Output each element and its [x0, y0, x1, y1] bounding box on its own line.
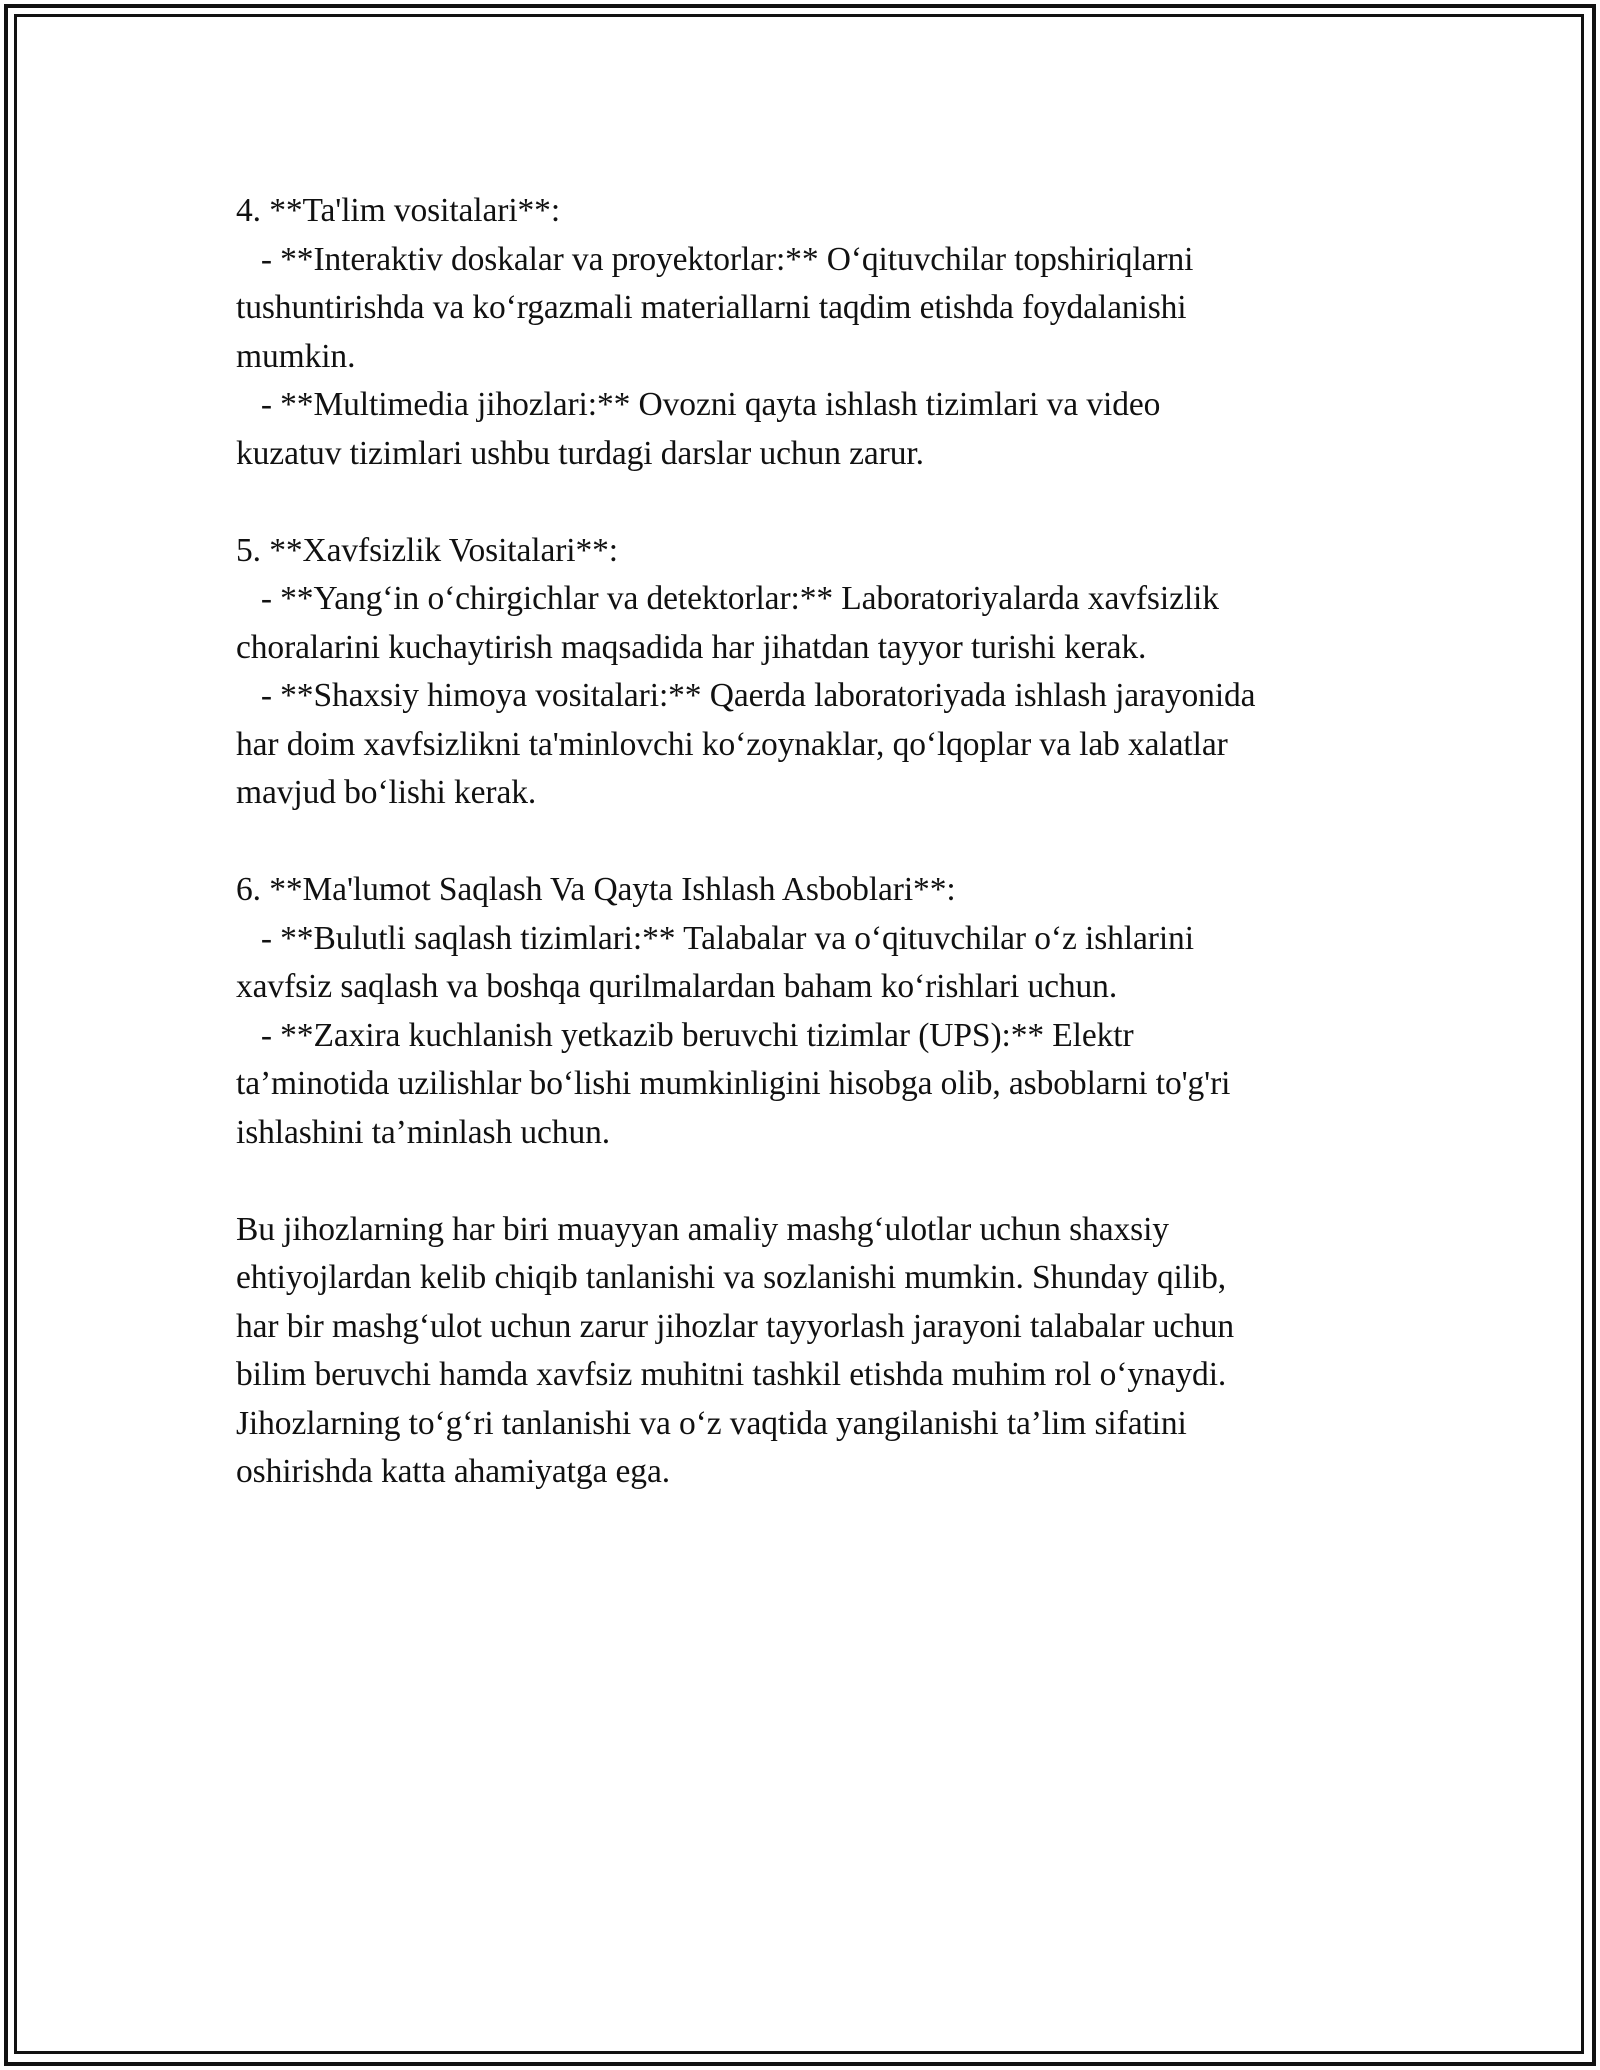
section-heading-xavfsizlik: 5. **Xavfsizlik Vositalari**: [236, 531, 619, 569]
paragraph-gap [236, 818, 1376, 867]
text-line: tushuntirishda va ko‘rgazmali materiallarni taqdim etishda foydalanishi [236, 289, 1187, 326]
text-line: - **Bulutli saqlash tizimlari:** Talabalar va o‘qituvchilar o‘z ishlarini [236, 919, 1194, 957]
text-line: ta’minotida uzilishlar bo‘lishi mumkinligini hisobga olib, asboblarni to'g'ri [236, 1065, 1231, 1102]
text-line: - **Zaxira kuchlanish yetkazib beruvchi tizimlar (UPS):** Elektr [236, 1016, 1134, 1054]
conclusion-line: oshirishda katta ahamiyatga ega. [236, 1453, 671, 1490]
conclusion-line: bilim beruvchi hamda xavfsiz muhitni tashkil etishda muhim rol o‘ynaydi. [236, 1356, 1227, 1393]
text-line: - **Shaxsiy himoya vositalari:** Qaerda laboratoriyada ishlash jarayonida [236, 677, 1256, 714]
text-line: ishlashini ta’minlash uchun. [236, 1113, 611, 1151]
text-line: - **Multimedia jihozlari:** Ovozni qayta ishlash tizimlari va video [236, 386, 1161, 423]
conclusion-line: Jihozlarning to‘g‘ri tanlanishi va o‘z vaqtida yangilanishi ta’lim sifatini [236, 1404, 1187, 1442]
text-line: mumkin. [236, 337, 356, 375]
conclusion-line: har bir mashg‘ulot uchun zarur jihozlar tayyorlash jarayoni talabalar uchun [236, 1307, 1235, 1345]
section-heading-malumot: 6. **Ma'lumot Saqlash Va Qayta Ishlash Asboblari**: [236, 871, 956, 908]
text-line: har doim xavfsizlikni ta'minlovchi ko‘zoynaklar, qo‘lqoplar va lab xalatlar [236, 725, 1228, 763]
conclusion-line: Bu jihozlarning har biri muayyan amaliy mashg‘ulotlar uchun shaxsiy [236, 1210, 1169, 1248]
text-line: choralarini kuchaytirish maqsadida har jihatdan tayyor turishi kerak. [236, 628, 1147, 666]
conclusion-line: ehtiyojlardan kelib chiqib tanlanishi va sozlanishi mumkin. Shunday qilib, [236, 1259, 1227, 1296]
text-line: - **Yang‘in o‘chirgichlar va detektorlar:** Laboratoriyalarda xavfsizlik [236, 580, 1219, 617]
text-line: mavjud bo‘lishi kerak. [236, 774, 537, 811]
text-line: kuzatuv tizimlari ushbu turdagi darslar uchun zarur. [236, 434, 924, 472]
text-line: xavfsiz saqlash va boshqa qurilmalardan baham ko‘rishlari uchun. [236, 968, 1118, 1005]
paragraph-gap [236, 1157, 1376, 1206]
section-heading-talim: 4. **Ta'lim vositalari**: [236, 192, 561, 229]
text-line: - **Interaktiv doskalar va proyektorlar:** O‘qituvchilar topshiriqlarni [236, 240, 1194, 278]
document-body [236, 187, 1376, 1497]
paragraph-gap [236, 478, 1376, 527]
